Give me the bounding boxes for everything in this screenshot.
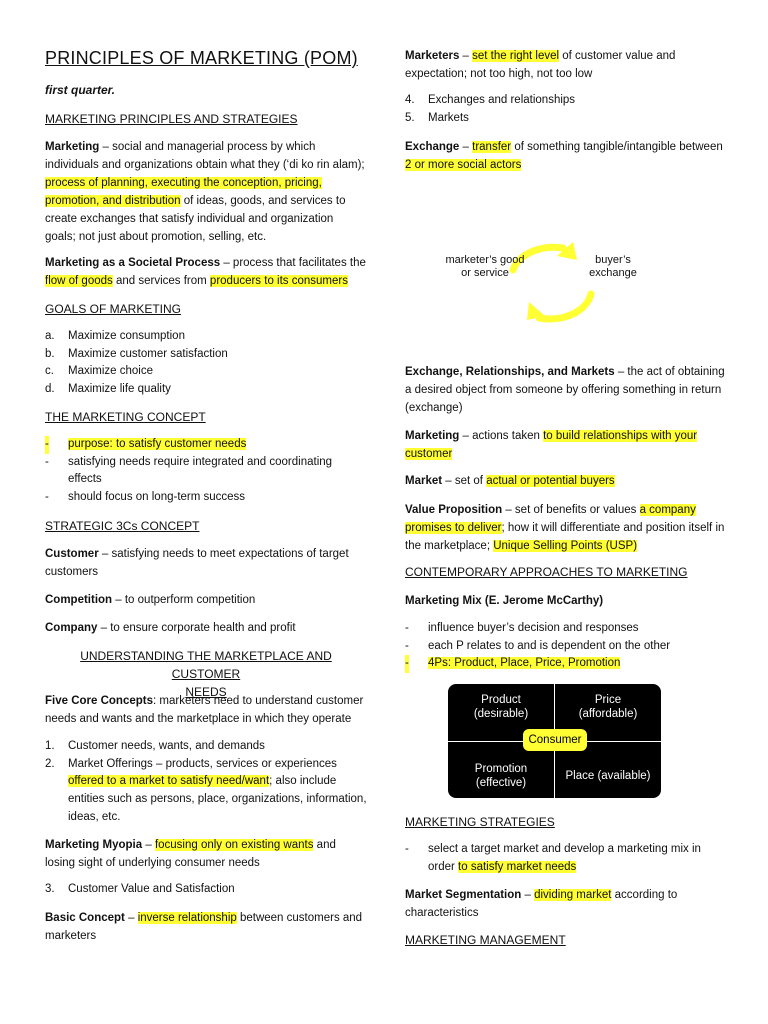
list-item: - each P relates to and is dependent on the other (405, 639, 671, 652)
exchange-cycle-arrows (405, 236, 665, 328)
page-title: PRINCIPLES OF MARKETING (POM) (45, 48, 358, 68)
core-concepts-list-3 (23, 881, 367, 899)
marketers-definition: Marketers – set the right level of customer value and expectation; not too high, not too low (405, 50, 676, 80)
list-item: - influence buyer’s decision and responses (405, 622, 639, 634)
list-item: 4. Exchanges and relationships (405, 94, 576, 106)
marketing-myopia-definition: Marketing Myopia – focusing only on existing wants and losing sight of underlying consumer needs (45, 839, 336, 869)
list-item: - satisfying needs require integrated and coordinating effects (45, 455, 333, 486)
list-item: - purpose: to satisfy customer needs (23, 436, 367, 454)
basic-concept-definition: Basic Concept – inverse relationship between customers and marketers (45, 912, 363, 942)
marketing-definition: Marketing – social and managerial process by which individuals and organizations obtain what they (‘di ko rin alam); process of planning, executing the conception, pricing, promotion, and distribution of ideas, goods, and services to create exchanges that satisfy individual and organization goals; not just about promotion, selling, etc. (45, 141, 365, 243)
section-heading-strategies: MARKETING STRATEGIES (405, 815, 555, 829)
section-heading-concept: THE MARKETING CONCEPT (45, 410, 206, 424)
subtitle: first quarter. (45, 83, 116, 97)
section-heading-marketplace: UNDERSTANDING THE MARKETPLACE AND CUSTOMER NEEDS (80, 649, 332, 699)
section-heading-principles: MARKETING PRINCIPLES AND STRATEGIES (45, 112, 298, 126)
list-item: 5. Markets (405, 111, 469, 124)
goals-list (23, 328, 367, 399)
exchange-cycle-diagram (405, 236, 665, 328)
section-heading-contemporary: CONTEMPORARY APPROACHES TO MARKETING (405, 565, 688, 579)
list-item: b. Maximize customer satisfaction (45, 347, 228, 360)
list-item: d. Maximize life quality (45, 383, 171, 396)
list-item: a. Maximize consumption (45, 330, 185, 342)
value-proposition-definition: Value Proposition – set of benefits or values a company promises to deliver; how it will differentiate and position itself in the marketplace; Unique Selling Points (USP) (405, 504, 725, 552)
exchange-definition: Exchange – transfer of something tangible/intangible between 2 or more social actors (405, 141, 723, 171)
list-item: - select a target market and develop a marketing mix in order to satisfy market needs (405, 843, 701, 873)
grid-cell-product: Product (desirable) (473, 693, 529, 720)
grid-cell-price: Price (affordable) (578, 693, 638, 720)
list-item: 2. Market Offerings – products, services or experiences offered to a market to satisfy need/want; also include entities such as persons, place, organizations, information, ideas, etc. (45, 757, 367, 823)
list-item: - 4Ps: Product, Place, Price, Promotion (383, 655, 727, 673)
marketing-mix-heading: Marketing Mix (E. Jerome McCarthy) (405, 595, 604, 607)
core-concepts-list-1 (23, 738, 367, 827)
section-heading-3cs: STRATEGIC 3Cs CONCEPT (45, 519, 200, 533)
cycle-label-buyer: buyer’s exchange (589, 254, 637, 279)
list-item: c. Maximize choice (45, 365, 153, 378)
grid-cell-promotion: Promotion (effective) (474, 763, 528, 789)
marketing-action-definition: Marketing – actions taken to build relationships with your customer (405, 430, 698, 460)
customer-definition: Customer – satisfying needs to meet expectations of target customers (45, 548, 349, 578)
competition-definition: Competition – to outperform competition (45, 594, 256, 606)
list-item: - should focus on long-term success (45, 491, 246, 504)
marketing-mix-list (383, 620, 727, 673)
list-item: 3. Customer Value and Satisfaction (45, 883, 235, 895)
market-definition: Market – set of actual or potential buyers (405, 475, 615, 487)
five-core-concepts: Five Core Concepts: marketers need to understand customer needs and wants and the marketplace in which they operate (45, 695, 364, 725)
consumer-badge: Consumer (523, 729, 587, 751)
market-segmentation-definition: Market Segmentation – dividing market according to characteristics (405, 889, 678, 919)
company-definition: Company – to ensure corporate health and profit (45, 622, 296, 634)
core-concepts-list-4-5 (383, 92, 727, 127)
section-heading-goals: GOALS OF MARKETING (45, 302, 182, 316)
list-item: 1. Customer needs, wants, and demands (45, 740, 265, 752)
erm-definition: Exchange, Relationships, and Markets – the act of obtaining a desired object from someone by offering something in return (exchange) (405, 366, 725, 414)
societal-process-definition: Marketing as a Societal Process – process that facilitates the flow of goods and services from producers to its consumers (45, 257, 366, 287)
cycle-label-marketer: marketer’s good or service (445, 254, 525, 279)
concept-list (23, 436, 367, 507)
section-heading-management: MARKETING MANAGEMENT (405, 933, 566, 947)
grid-cell-place: Place (available) (565, 770, 651, 782)
bottom-arc (539, 294, 591, 319)
four-ps-diagram (448, 684, 661, 798)
strategies-list (383, 841, 727, 876)
